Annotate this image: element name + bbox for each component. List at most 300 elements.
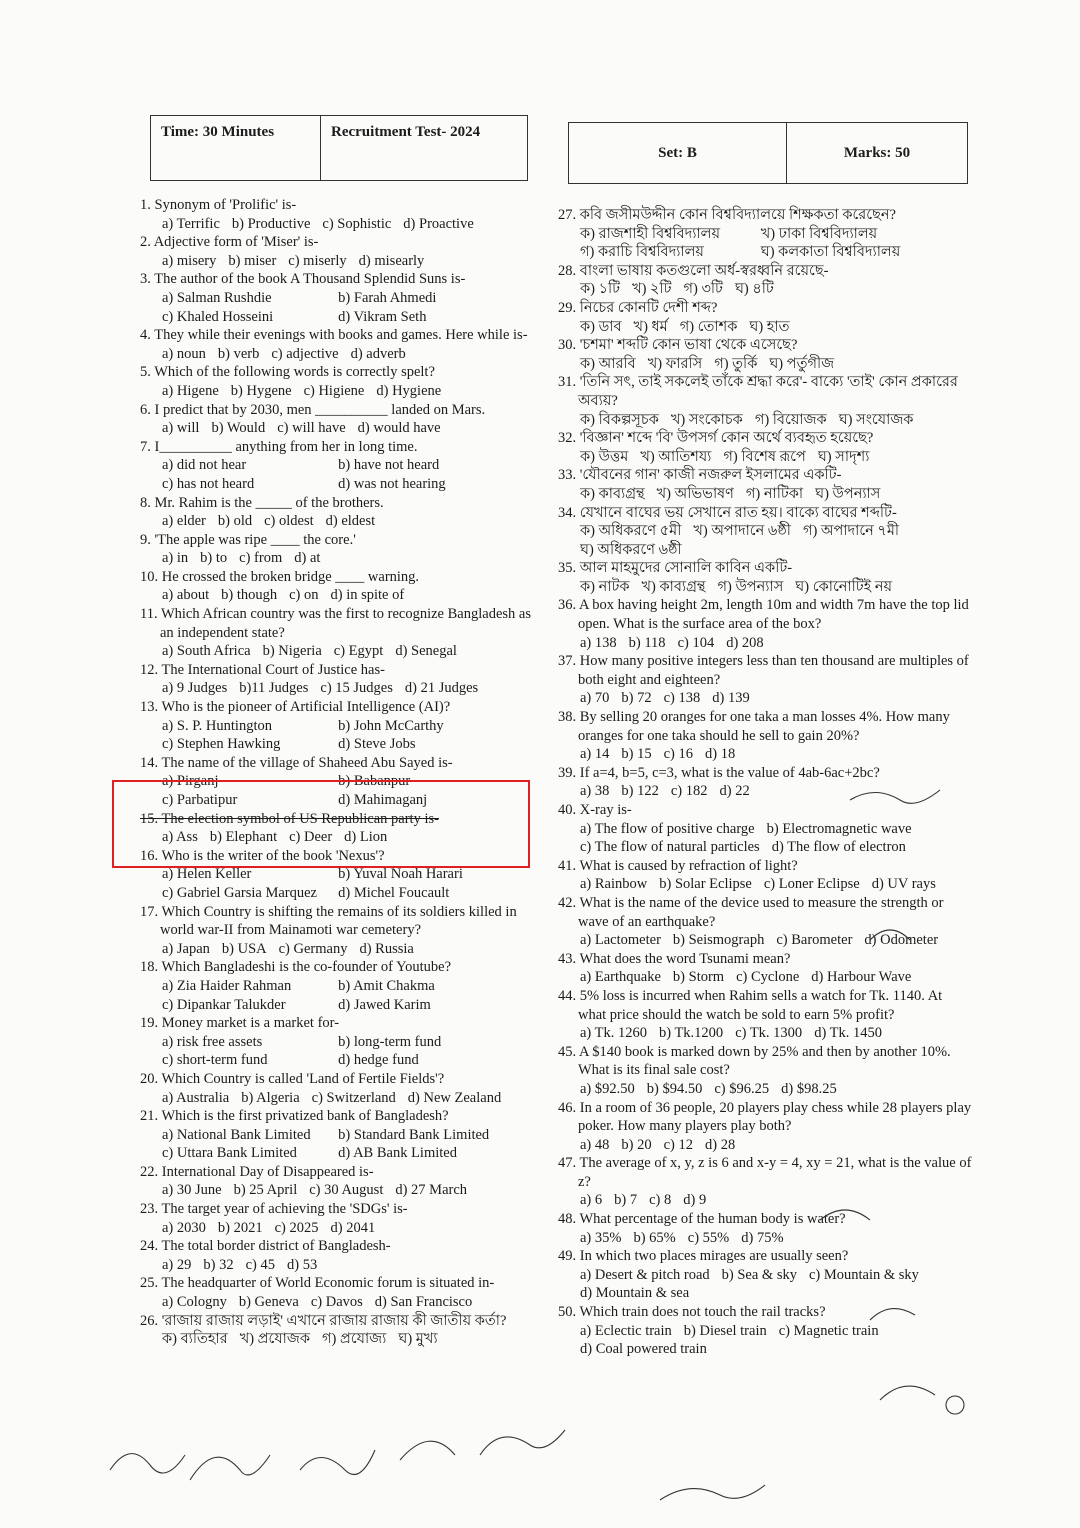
answer-option: খ) কাব্যগ্রন্থ <box>641 578 706 595</box>
question-stem: 37. How many positive integers less than ten thousand are multiples of both eight and eighteen? <box>558 653 969 688</box>
answer-option: b) 7 <box>614 1192 638 1209</box>
answer-option: গ) নাটিকা <box>745 485 804 502</box>
answer-option: ঘ) হাত <box>749 318 790 335</box>
option-list <box>558 634 973 653</box>
answer-option: c) Parbatipur <box>162 792 238 808</box>
question-stem: 4. They while their evenings with books and games. Here while is- <box>140 327 528 344</box>
question-40 <box>558 801 973 857</box>
option-list <box>558 225 973 262</box>
answer-option: a) in <box>162 550 189 567</box>
question-stem: 15. The election symbol of US Republican party is- <box>140 810 439 827</box>
answer-option: c) short-term fund <box>162 1052 268 1069</box>
answer-option: b) have not heard <box>338 457 440 474</box>
header-right-box <box>568 122 968 184</box>
answer-option: d) New Zealand <box>407 1089 502 1106</box>
option-list <box>558 578 973 597</box>
answer-option: a) Tk. 1260 <box>580 1025 647 1042</box>
answer-option: b) long-term fund <box>338 1033 442 1050</box>
test-title-cell <box>321 116 527 180</box>
answer-option: a) did not hear <box>162 457 247 474</box>
answer-option: b) 20 <box>621 1136 652 1153</box>
option-list <box>558 1191 973 1210</box>
question-stem: 23. The target year of achieving the 'SDGs' is- <box>140 1201 408 1218</box>
answer-option: a) National Bank Limited <box>162 1126 311 1143</box>
question-49 <box>558 1247 973 1303</box>
answer-option: b) Amit Chakma <box>338 977 435 994</box>
answer-option: a) Salman Rushdie <box>162 289 272 306</box>
answer-option: d) Lion <box>344 829 388 846</box>
answer-option: d) at <box>294 550 321 567</box>
answer-option: a) 30 June <box>162 1182 222 1199</box>
answer-option: c) from <box>239 550 283 567</box>
answer-option: a) 35% <box>580 1229 622 1246</box>
question-stem: 31. 'তিনি সৎ, তাই সকলেই তাঁকে শ্রদ্ধা করে'- বাক্যে 'তাই' কোন প্রকারের অব্যয়? <box>558 374 958 409</box>
question-35 <box>558 559 973 596</box>
option-list <box>140 456 545 493</box>
answer-option: b) 25 April <box>233 1182 298 1199</box>
answer-option: d) would have <box>357 420 441 437</box>
question-2 <box>140 233 545 270</box>
answer-option: a) about <box>162 587 210 604</box>
answer-option: a) S. P. Huntington <box>162 717 272 734</box>
header-left-box <box>150 115 528 181</box>
question-44 <box>558 987 973 1043</box>
answer-option: গ) উপন্যাস <box>717 578 784 595</box>
answer-option: d) UV rays <box>871 876 936 893</box>
option-list <box>140 1033 545 1070</box>
answer-option: a) misery <box>162 252 217 269</box>
answer-option: ক) ডাব <box>580 318 622 335</box>
answer-option: a) $92.50 <box>580 1080 635 1097</box>
option-list <box>140 1293 545 1312</box>
question-24 <box>140 1237 545 1274</box>
question-25 <box>140 1274 545 1311</box>
answer-option: a) Desert & pitch road <box>580 1266 710 1283</box>
test-title: Recruitment Test- 2024 <box>331 124 481 140</box>
question-34 <box>558 504 973 560</box>
answer-option: c) adjective <box>271 345 339 362</box>
answer-option: c) $96.25 <box>714 1080 770 1097</box>
question-stem: 32. 'বিজ্ঞান' শব্দে 'বি' উপসর্গ কোন অর্থে ব্যবহৃত হয়েছে? <box>558 430 874 447</box>
answer-option: c) 16 <box>663 746 693 763</box>
answer-option: c) Higiene <box>303 382 365 399</box>
question-stem: 30. 'চশমা' শব্দটি কোন ভাষা থেকে এসেছে? <box>558 337 798 354</box>
answer-option: c) Loner Eclipse <box>763 876 860 893</box>
answer-option: a) elder <box>162 513 206 530</box>
answer-option: c) 12 <box>663 1136 693 1153</box>
answer-option: a) Pirganj <box>162 773 219 790</box>
question-stem: 19. Money market is a market for- <box>140 1015 340 1032</box>
answer-option: a) 6 <box>580 1192 603 1209</box>
question-41 <box>558 857 973 894</box>
question-37 <box>558 652 973 708</box>
question-50 <box>558 1303 973 1359</box>
answer-option: d) 28 <box>705 1136 736 1153</box>
question-stem: 11. Which African country was the first to recognize Bangladesh as an independent state? <box>140 606 531 641</box>
answer-option: a) Cologny <box>162 1294 227 1311</box>
answer-option: c) The flow of natural particles <box>580 839 760 856</box>
answer-option: a) South Africa <box>162 643 251 660</box>
answer-option: d) Vikram Seth <box>338 308 427 325</box>
answer-option: b) $94.50 <box>646 1080 703 1097</box>
answer-option: খ) অভিভাষণ <box>656 485 734 502</box>
answer-option: c) Davos <box>310 1294 363 1311</box>
option-list <box>140 382 545 401</box>
answer-option: ঘ) সংযোজক <box>838 411 914 428</box>
question-stem: 48. What percentage of the human body is water? <box>558 1211 846 1228</box>
answer-option: গ) করাচি বিশ্ববিদ্যালয় <box>580 244 704 261</box>
answer-option: গ) তোশক <box>679 318 738 335</box>
question-9 <box>140 531 545 568</box>
answer-option: b) Seismograph <box>672 932 765 949</box>
option-list <box>558 1080 973 1099</box>
answer-option: b) USA <box>221 940 267 957</box>
answer-option: c) Deer <box>289 829 333 846</box>
answer-option: খ) সংকোচক <box>670 411 743 428</box>
option-list <box>558 522 973 559</box>
answer-option: b) Solar Eclipse <box>659 876 752 893</box>
question-33 <box>558 466 973 503</box>
answer-option: d) Michel Foucault <box>338 884 450 901</box>
option-list <box>558 1136 973 1155</box>
answer-option: c) Dipankar Talukder <box>162 996 286 1013</box>
question-stem: 38. By selling 20 oranges for one taka a man losses 4%. How many oranges for one taka should he sell to gain 20%? <box>558 709 950 744</box>
option-list <box>140 642 545 661</box>
answer-option: d) 21 Judges <box>404 680 479 697</box>
answer-option: d) 208 <box>726 634 764 651</box>
option-list <box>140 1256 545 1275</box>
set-label: Set: B <box>658 144 697 161</box>
marks-label: Marks: 50 <box>843 144 911 161</box>
option-list <box>558 968 973 987</box>
option-list <box>140 586 545 605</box>
answer-option: a) 14 <box>580 746 610 763</box>
answer-option: b) Diesel train <box>683 1322 767 1339</box>
answer-option: c) Magnetic train <box>778 1322 879 1339</box>
answer-option: ক) নাটক <box>580 578 630 595</box>
answer-option: ক) উত্তম <box>580 448 629 465</box>
answer-option: ঘ) পর্তুগীজ <box>769 355 835 372</box>
option-list <box>558 875 973 894</box>
answer-option: d) misearly <box>358 252 425 269</box>
answer-option: ঘ) ৪টি <box>734 281 774 298</box>
red-highlight-box <box>112 780 530 868</box>
question-43 <box>558 950 973 987</box>
answer-option: c) 15 Judges <box>320 680 393 697</box>
answer-option: b) 2021 <box>217 1219 263 1236</box>
question-18 <box>140 958 545 1014</box>
option-list <box>140 512 545 531</box>
question-23 <box>140 1200 545 1237</box>
answer-option: ঘ) মুখ্য <box>398 1331 438 1348</box>
answer-option: a) 138 <box>580 634 617 651</box>
question-stem: 13. Who is the pioneer of Artificial Intelligence (AI)? <box>140 699 451 716</box>
answer-option: c) Cyclone <box>736 969 800 986</box>
answer-option: c) 55% <box>687 1229 730 1246</box>
answer-option: b) Babanpur <box>338 773 411 790</box>
question-stem: 34. যেখানে বাঘের ভয় সেখানে রাত হয়। বাক্যে বাঘের শব্দটি- <box>558 504 897 521</box>
answer-option: c) Egypt <box>333 643 384 660</box>
option-list <box>140 679 545 698</box>
question-19 <box>140 1014 545 1070</box>
answer-option: c) on <box>289 587 319 604</box>
answer-option: d) Russia <box>359 940 414 957</box>
question-stem: 40. X-ray is- <box>558 802 632 818</box>
answer-option: b) 122 <box>621 783 659 800</box>
question-27 <box>558 206 973 262</box>
question-stem: 22. International Day of Disappeared is- <box>140 1163 374 1180</box>
answer-option: b) John McCarthy <box>338 717 444 734</box>
answer-option: a) Zia Haider Rahman <box>162 977 292 994</box>
question-stem: 16. Who is the writer of the book 'Nexus'? <box>140 847 385 864</box>
answer-option: ঘ) কোনোটিই নয় <box>795 578 893 595</box>
answer-option: b) Productive <box>231 215 311 232</box>
question-5 <box>140 363 545 400</box>
option-list <box>140 252 545 271</box>
answer-option: d) Mahimaganj <box>338 792 428 808</box>
option-list <box>558 1229 973 1248</box>
answer-option: a) 9 Judges <box>162 680 228 697</box>
question-31 <box>558 373 973 429</box>
option-list <box>558 1024 973 1043</box>
answer-option: b) Storm <box>672 969 725 986</box>
marks-cell <box>787 123 967 183</box>
question-stem: 45. A $140 book is marked down by 25% and then by another 10%. What is its final sale cost? <box>558 1043 951 1079</box>
answer-option: d) 27 March <box>395 1182 468 1199</box>
option-list <box>558 1266 973 1303</box>
option-list <box>558 745 973 764</box>
option-list <box>140 717 545 754</box>
answer-option: c) 138 <box>663 690 701 707</box>
answer-option: b) to <box>200 550 228 567</box>
answer-option: a) 2030 <box>162 1219 206 1236</box>
answer-option: b) Standard Bank Limited <box>338 1126 490 1143</box>
answer-option: ঘ) অধিকরণে ৬ষ্ঠী <box>580 541 682 558</box>
question-stem: 47. The average of x, y, z is 6 and x-y = 4, xy = 21, what is the value of z? <box>558 1155 972 1190</box>
answer-option: b) Sea & sky <box>721 1266 797 1283</box>
option-list <box>558 485 973 504</box>
set-cell <box>569 123 787 183</box>
question-3 <box>140 270 545 326</box>
question-6 <box>140 401 545 438</box>
answer-option: c) Uttara Bank Limited <box>162 1145 297 1162</box>
question-stem: 42. What is the name of the device used to measure the strength or wave of an earthquake? <box>558 894 944 930</box>
answer-option: d) 139 <box>712 690 750 707</box>
question-17 <box>140 903 545 959</box>
answer-option: d) Tk. 1450 <box>814 1025 882 1042</box>
question-stem: 36. A box having height 2m, length 10m and width 7m have the top lid open. What is the surface area of the box? <box>558 597 969 633</box>
answer-option: c) miserly <box>288 252 347 269</box>
option-list <box>558 280 973 299</box>
answer-option: c) oldest <box>264 513 314 530</box>
answer-option: ক) অধিকরণে ৫মী <box>580 523 682 540</box>
question-4 <box>140 326 545 363</box>
question-7 <box>140 438 545 494</box>
answer-option: c) has not heard <box>162 475 255 492</box>
answer-option: b) verb <box>217 345 260 362</box>
answer-option: a) will <box>162 420 200 437</box>
question-stem: 41. What is caused by refraction of light? <box>558 857 798 874</box>
answer-option: b) Algeria <box>241 1089 300 1106</box>
answer-option: b) Farah Ahmedi <box>338 289 437 306</box>
answer-option: খ) ধর্ম <box>633 318 668 335</box>
question-stem: 24. The total border district of Bangladesh- <box>140 1238 391 1255</box>
option-list <box>140 215 545 234</box>
question-stem: 2. Adjective form of 'Miser' is- <box>140 234 319 251</box>
answer-option: a) Higene <box>162 382 219 399</box>
answer-option: a) 38 <box>580 783 610 800</box>
option-list <box>140 419 545 438</box>
answer-option: c) Switzerland <box>311 1089 396 1106</box>
option-list <box>140 1126 545 1163</box>
answer-option: a) The flow of positive charge <box>580 820 755 837</box>
option-list <box>558 689 973 708</box>
answer-option: b) 32 <box>203 1256 234 1273</box>
question-20 <box>140 1070 545 1107</box>
question-stem: 39. If a=4, b=5, c=3, what is the value of 4ab-6ac+2bc? <box>558 764 880 781</box>
answer-option: a) Rainbow <box>580 876 648 893</box>
answer-option: b) Elephant <box>209 829 278 846</box>
question-30 <box>558 336 973 373</box>
answer-option: a) Terrific <box>162 215 220 232</box>
option-list <box>140 865 545 902</box>
answer-option: d) 2041 <box>330 1219 376 1236</box>
answer-option: d) 18 <box>705 746 736 763</box>
question-stem: 46. In a room of 36 people, 20 players play chess while 28 players play poker. How many players play both? <box>558 1099 972 1135</box>
question-48 <box>558 1210 973 1247</box>
right-question-column <box>558 206 973 1359</box>
answer-option: d) AB Bank Limited <box>338 1145 457 1162</box>
answer-option: b) old <box>217 513 253 530</box>
answer-option: a) Ass <box>162 829 198 846</box>
answer-option: a) Helen Keller <box>162 866 252 883</box>
answer-option: d) Harbour Wave <box>811 969 912 986</box>
option-list <box>140 1181 545 1200</box>
option-list <box>140 1330 545 1349</box>
answer-option: ক) ১টি <box>580 281 621 298</box>
answer-option: c) Germany <box>278 940 348 957</box>
answer-option: ক) আরবি <box>580 355 636 372</box>
answer-option: b) Nigeria <box>262 643 322 660</box>
answer-option: খ) প্রযোজক <box>239 1331 311 1348</box>
question-stem: 33. 'যৌবনের গান' কাজী নজরুল ইসলামের একটি- <box>558 467 842 484</box>
question-stem: 8. Mr. Rahim is the _____ of the brothers. <box>140 494 384 511</box>
answer-option: গ) অপাদানে ৭মী <box>802 523 900 540</box>
question-stem: 9. 'The apple was ripe ____ the core.' <box>140 531 356 548</box>
question-1 <box>140 196 545 233</box>
option-list <box>558 820 973 857</box>
question-10 <box>140 568 545 605</box>
answer-option: ক) বিকল্পসূচক <box>580 411 659 428</box>
answer-option: a) 48 <box>580 1136 610 1153</box>
question-stem: 10. He crossed the broken bridge ____ warning. <box>140 568 420 585</box>
question-22 <box>140 1163 545 1200</box>
question-stem: 20. Which Country is called 'Land of Fertile Fields'? <box>140 1070 445 1087</box>
answer-option: d) 53 <box>287 1256 318 1273</box>
question-stem: 26. 'রাজায় রাজায় লড়াই' এখানে রাজায় রাজায় কী জাতীয় কর্তা? <box>140 1312 507 1329</box>
answer-option: d) hedge fund <box>338 1052 419 1069</box>
answer-option: ঘ) সাদৃশ্য <box>817 448 870 465</box>
answer-option: গ) ৩টি <box>683 281 723 298</box>
question-36 <box>558 596 973 652</box>
answer-option: ক) রাজশাহী বিশ্ববিদ্যালয় <box>580 225 721 242</box>
question-42 <box>558 894 973 950</box>
answer-option: c) Stephen Hawking <box>162 736 281 753</box>
answer-option: c) 182 <box>670 783 708 800</box>
answer-option: a) Lactometer <box>580 932 661 949</box>
answer-option: c) 8 <box>649 1192 672 1209</box>
question-stem: 49. In which two places mirages are usually seen? <box>558 1248 849 1265</box>
question-stem: 18. Which Bangladeshi is the co-founder of Youtube? <box>140 959 452 976</box>
answer-option: c) 45 <box>245 1256 275 1273</box>
question-stem: 21. Which is the first privatized bank of Bangladesh? <box>140 1108 449 1125</box>
answer-option: ক) কাব্যগ্রন্থ <box>580 485 645 502</box>
answer-option: b) 65% <box>633 1229 676 1246</box>
option-list <box>558 782 973 801</box>
answer-option: c) Barometer <box>776 932 853 949</box>
question-stem: 17. Which Country is shifting the remains of its soldiers killed in world war-II from Mainamoti war cemetery? <box>140 903 517 939</box>
answer-option: c) 2025 <box>274 1219 319 1236</box>
answer-option: ঘ) উপন্যাস <box>815 485 881 502</box>
option-list <box>140 977 545 1014</box>
answer-option: b) 118 <box>628 634 666 651</box>
question-26 <box>140 1312 545 1349</box>
answer-option: c) Mountain & sky <box>808 1266 919 1283</box>
answer-option: d) Steve Jobs <box>338 736 416 753</box>
question-stem: 3. The author of the book A Thousand Splendid Suns is- <box>140 271 466 288</box>
option-list <box>140 289 545 326</box>
option-list <box>140 345 545 364</box>
question-stem: 1. Synonym of 'Prolific' is- <box>140 197 297 213</box>
answer-option: d) adverb <box>350 345 406 362</box>
question-stem: 29. নিচের কোনটি দেশী শব্দ? <box>558 299 718 316</box>
answer-option: d) Mountain & sea <box>580 1285 690 1302</box>
question-46 <box>558 1099 973 1155</box>
answer-option: গ) তুর্কি <box>714 355 758 372</box>
answer-option: d) 9 <box>683 1192 707 1209</box>
question-8 <box>140 494 545 531</box>
option-list <box>558 1322 973 1359</box>
question-stem: 12. The International Court of Justice has- <box>140 661 385 678</box>
answer-option: d) Jawed Karim <box>338 996 431 1013</box>
option-list <box>140 940 545 959</box>
answer-option: d) $98.25 <box>781 1080 837 1097</box>
question-39 <box>558 764 973 801</box>
answer-option: খ) আতিশয্য <box>640 448 712 465</box>
answer-option: c) 104 <box>677 634 715 651</box>
answer-option: c) Gabriel Garsia Marquez <box>162 884 317 901</box>
question-47 <box>558 1154 973 1210</box>
option-list <box>140 549 545 568</box>
answer-option: c) 30 August <box>309 1182 384 1199</box>
answer-option: খ) ঢাকা বিশ্ববিদ্যালয় <box>760 225 878 242</box>
answer-option: d) 75% <box>741 1229 784 1246</box>
question-stem: 43. What does the word Tsunami mean? <box>558 950 791 967</box>
question-38 <box>558 708 973 764</box>
answer-option: d) 22 <box>719 783 750 800</box>
answer-option: d) eldest <box>325 513 376 530</box>
question-11 <box>140 605 545 661</box>
option-list <box>558 355 973 374</box>
answer-option: a) 29 <box>162 1256 192 1273</box>
answer-option: d) Coal powered train <box>580 1341 707 1358</box>
answer-option: ক) ব্যতিহার <box>162 1331 228 1348</box>
answer-option: b) Yuval Noah Harari <box>338 866 463 883</box>
option-list <box>558 448 973 467</box>
answer-option: গ) প্রযোজ্য <box>322 1331 387 1348</box>
answer-option: b) Tk.1200 <box>659 1025 724 1042</box>
answer-option: a) 70 <box>580 690 610 707</box>
